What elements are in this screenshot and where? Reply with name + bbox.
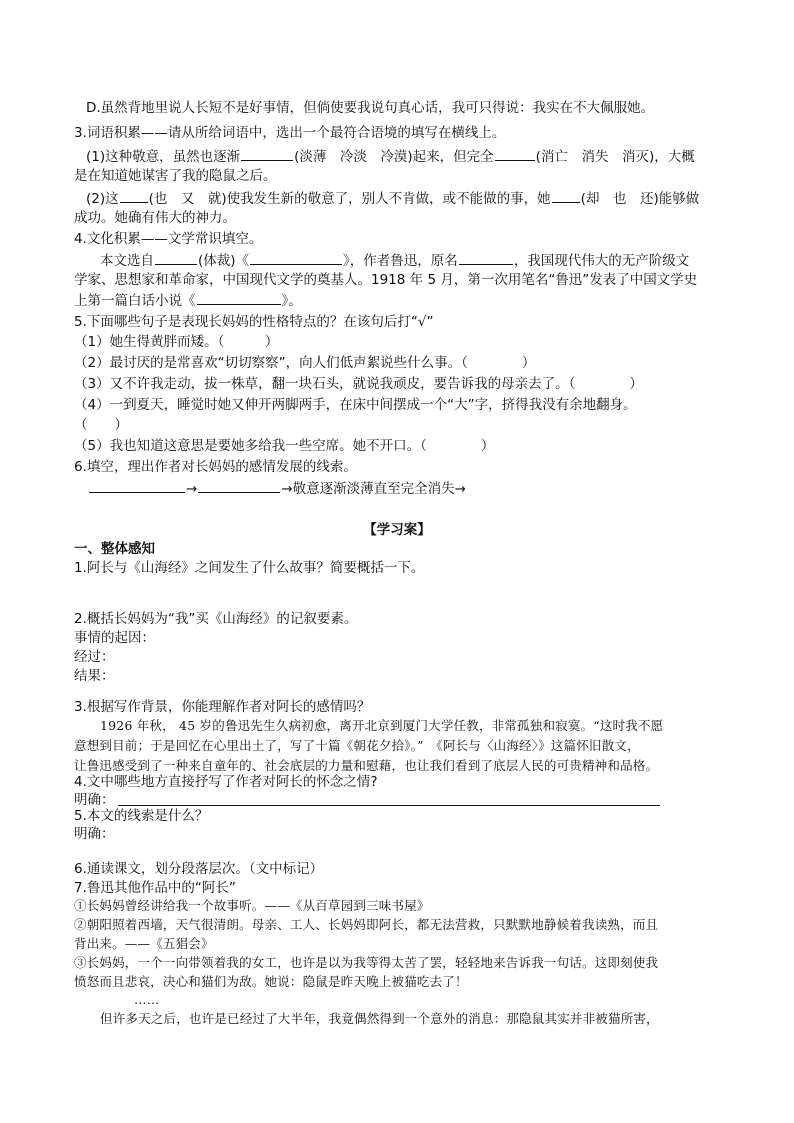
excerpt-4: 但许多天之后，也许是已经过了大半年，我竟偶然得到一个意外的消息：那隐鼠其实并非被猫所害， [100, 1011, 659, 1026]
section-overall: 一、整体感知 [74, 541, 155, 557]
q6-chain: → →敬意逐渐淡薄直至完全消失→ [88, 478, 466, 499]
ellipsis: …… [134, 992, 160, 1007]
excerpt-2-line-1: ②朝阳照着西墙，天气很清朗。母亲、工人、长妈妈即阿长，都无法营救，只默默地静候着我读熟，而且 [74, 917, 659, 932]
q5-item-4: （4）一到夏天，睡觉时她又伸开两脚两手，在床中间摆成一个“大”字，挤得我没有余地翻身。 [74, 397, 637, 413]
q3-sentence-2: (2)这 (也 又 就)使我发生新的敬意了，别人不肯做，或不能做的事，她 (却 也 还)能够做 [86, 188, 699, 209]
background-line-3: 让鲁迅感受到了一种来自童年的、社会底层的力量和慰藉，也让我们看到了底层人民的可贵精神和品格。 [74, 758, 659, 773]
answer-blank[interactable] [241, 146, 293, 161]
study-q2-process: 经过： [74, 649, 115, 665]
study-q3: 3.根据写作背景，你能理解作者对阿长的感情吗？ [74, 699, 371, 715]
excerpt-2-line-2: 背出来。——《五猖会》 [74, 936, 214, 951]
answer-blank[interactable] [495, 146, 535, 161]
q5-title: 5.下面哪些句子是表现长妈妈的性格特点的？在该句后打“√” [74, 314, 434, 330]
study-heading: 【学习案】 [363, 522, 431, 538]
q4-line-2: 学家、思想家和革命家，中国现代文学的奠基人。1918 年 5 月，第一次用笔名“鲁迅”发表了中国文学史 [74, 272, 698, 288]
answer-blank[interactable] [89, 478, 185, 493]
q4-line-3: 上第一篇白话小说《 》。 [74, 290, 302, 311]
study-q2-result: 结果： [74, 668, 115, 684]
study-q2-cause: 事情的起因： [74, 630, 155, 646]
study-q5: 5.本文的线索是什么？ [74, 808, 209, 824]
study-q4: 4.文中哪些地方直接抒写了作者对阿长的怀念之情? [74, 774, 378, 790]
answer-blank[interactable] [120, 188, 148, 203]
q3-sentence-2-cont: 成功。她确有伟大的神力。 [74, 210, 236, 226]
q3-sentence-1: (1)这种敬意，虽然也逐渐 (淡薄 冷淡 冷漠)起来，但完全 (消亡 消失 消灭)，大概 [86, 146, 695, 167]
q5-item-2: （2）最讨厌的是常喜欢“切切察察”，向人们低声絮说些什么事。（ ） [74, 355, 536, 371]
background-line-2: 意想到目前；于是回忆在心里出土了，写了十篇《朝花夕拾》。” 《阿长与〈山海经〉》这篇怀旧散文， [74, 738, 640, 753]
study-q5-answer-label: 明确： [74, 826, 115, 842]
excerpt-3-line-1: ③长妈妈，一个一向带领着我的女工，也许是以为我等得太苦了罢，轻轻地来告诉我一句话。这即刻使我 [74, 955, 659, 970]
answer-blank[interactable] [198, 478, 280, 493]
q4-line-1: 本文选自 (体裁)《 》，作者鲁迅，原名 ，我国现代伟大的无产阶级文 [100, 250, 689, 271]
answer-blank[interactable] [250, 250, 342, 265]
study-q4-answer-label: 明确： [74, 792, 115, 808]
study-q1: 1.阿长与《山海经》之间发生了什么故事？简要概括一下。 [74, 560, 425, 576]
q4-title: 4.文化积累——文学常识填空。 [74, 231, 263, 247]
excerpt-1: ①长妈妈曾经讲给我一个故事听。——《从百草园到三味书屋》 [74, 898, 430, 913]
q5-item-5: （5）我也知道这意思是要她多给我一些空席。她不开口。（ ） [74, 438, 495, 454]
answer-blank[interactable] [197, 290, 281, 305]
q2-option-d: D.虽然背地里说人长短不是好事情，但倘使要我说句真心话，我可只得说：我实在不大佩服她。 [86, 100, 655, 116]
study-q7: 7.鲁迅其他作品中的“阿长” [74, 880, 236, 896]
q3-title: 3.词语积累——请从所给词语中，选出一个最符合语境的填写在横线上。 [74, 125, 506, 141]
q3-sentence-1-cont: 是在知道她谋害了我的隐鼠之后。 [74, 168, 277, 184]
q5-item-3: （3）又不许我走动，拔一株草，翻一块石头，就说我顽皮，要告诉我的母亲去了。（ ） [74, 376, 643, 392]
study-q2: 2.概括长妈妈为“我”买《山海经》的记叙要素。 [74, 611, 358, 627]
q5-item-4-bracket: （ ） [74, 417, 128, 433]
background-line-1: 1926 年秋， 45 岁的鲁迅先生久病初愈，离开北京到厦门大学任教，非常孤独和寂寞。“这时我不愿 [100, 718, 664, 733]
study-q6: 6.通读课文，划分段落层次。（文中标记） [74, 861, 324, 877]
answer-blank[interactable] [155, 250, 197, 265]
answer-blank[interactable] [552, 188, 580, 203]
q5-item-1: （1）她生得黄胖而矮。（ ） [74, 334, 279, 350]
q6-title: 6.填空，理出作者对长妈妈的感情发展的线索。 [74, 459, 357, 475]
excerpt-3-line-2: 愤怒而且悲哀，决心和猫们为敌。她说：隐鼠是昨天晚上被猫吃去了！ [74, 974, 468, 989]
answer-blank[interactable] [459, 250, 513, 265]
